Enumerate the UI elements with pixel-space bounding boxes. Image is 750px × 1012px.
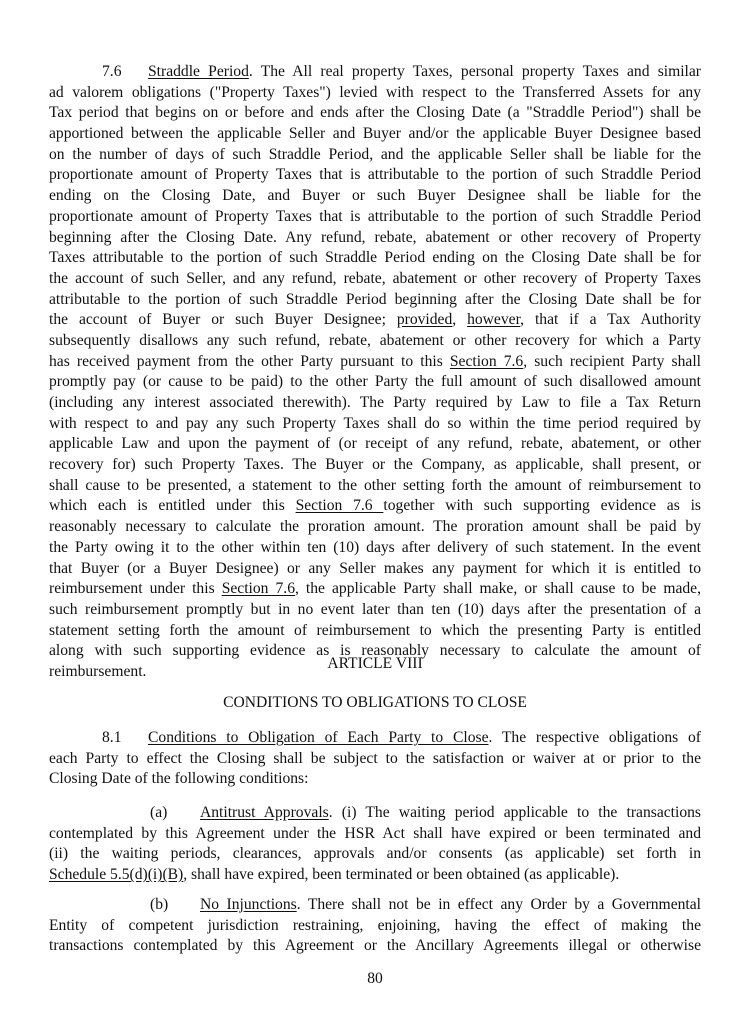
body-line: along with such supporting evidence as is reasonably necessary to calculate the amount of xyxy=(49,642,701,660)
article-number: ARTICLE VIII xyxy=(327,655,423,672)
body-line: contemplated by this Agreement under the HSR Act shall have expired or been terminated and xyxy=(49,824,701,842)
body-line: promptly pay (or cause to be paid) to the other Party the full amount of such disallowed amount xyxy=(49,373,701,391)
body-line: (including any interest associated therewith). The Party required by Law to file a Tax Return xyxy=(49,394,701,411)
section-heading: Conditions to Obligation of Each Party to Close xyxy=(148,729,489,746)
body-line: ending on the Closing Date, and Buyer or such Buyer Designee shall be liable for the xyxy=(49,187,701,205)
body-line: on the number of days of such Straddle Period, and the applicable Seller shall be liable for the xyxy=(49,145,701,163)
body-line: Tax period that begins on or before and ends after the Closing Date (a "Straddle Period") shall be xyxy=(49,104,701,122)
clause-heading: Antitrust Approvals xyxy=(200,804,329,821)
body-line: 8.1 Conditions to Obligation of Each Party to Close. The respective obligations of xyxy=(49,728,701,749)
body-line: (b) No Injunctions. There shall not be in effect any Order by a Governmental xyxy=(49,895,701,916)
body-line: proportionate amount of Property Taxes that is attributable to the portion of such Straddle Period xyxy=(49,166,701,184)
section-number: 8.1 xyxy=(102,729,122,746)
body-line: has received payment from the other Party pursuant to this Section 7.6, such recipient Party shall xyxy=(49,352,701,370)
clause-label: (a) xyxy=(150,804,168,821)
section-7-6-cross-reference[interactable]: Section 7.6 xyxy=(449,352,524,370)
clause-heading: No Injunctions xyxy=(200,896,297,913)
body-text: The All real property Taxes, personal property Taxes and similar xyxy=(260,63,701,80)
body-line: the account of Buyer or such Buyer Designee; provided, however, that if a Tax Authority xyxy=(49,311,701,329)
clause-b xyxy=(49,895,701,957)
body-line: with respect to and pay any such Property Taxes shall do so within the time period required by xyxy=(49,414,701,432)
body-line: Taxes attributable to the portion of such Straddle Period ending on the Closing Date shall be for xyxy=(49,249,701,267)
section-7-6 xyxy=(49,62,701,683)
section-8-1 xyxy=(49,728,701,790)
body-line: statement setting forth the amount of reimbursement to which the presenting Party is entitled xyxy=(49,621,701,639)
body-line: reimbursement. xyxy=(49,662,147,680)
body-line: shall cause to be presented, a statement to the other setting forth the amount of reimbursement to xyxy=(49,476,701,494)
section-7-6-cross-reference[interactable]: Section 7.6 xyxy=(221,580,295,598)
body-line: attributable to the portion of such Straddle Period beginning after the Closing Date shall be for xyxy=(49,290,701,308)
body-line: Entity of competent jurisdiction restraining, enjoining, having the effect of making the xyxy=(49,916,701,934)
body-line: reasonably necessary to calculate the proration amount. The proration amount shall be paid by xyxy=(49,518,701,536)
body-line: apportioned between the applicable Seller and Buyer and/or the applicable Buyer Designee based xyxy=(49,125,701,143)
body-line: applicable Law and upon the payment of (or receipt of any refund, rebate, abatement, or other xyxy=(49,435,701,453)
body-line: which each is entitled under this Section 7.6 together with such supporting evidence as is xyxy=(49,497,701,515)
body-line: (a) Antitrust Approvals. (i) The waiting period applicable to the transactions xyxy=(49,803,701,824)
clause-a xyxy=(49,803,701,886)
article-title: CONDITIONS TO OBLIGATIONS TO CLOSE xyxy=(223,694,527,711)
section-7-6-cross-reference[interactable]: Section 7.6 xyxy=(295,497,384,515)
section-7-6-line-1: 7.6 Straddle Period. The All real property Taxes, personal property Taxes and similar xyxy=(49,62,701,83)
body-line: the Party owing it to the other within ten (10) days after delivery of such statement. In the event xyxy=(49,538,701,556)
section-number: 7.6 xyxy=(102,63,122,80)
body-line: beginning after the Closing Date. Any refund, rebate, abatement or other recovery of Property xyxy=(49,228,701,246)
body-line: that Buyer (or a Buyer Designee) or any Seller makes any payment for which it is entitled to xyxy=(49,559,701,577)
body-line: such reimbursement promptly but in no event later than ten (10) days after the presentation of a xyxy=(49,600,701,618)
body-line: (ii) the waiting periods, clearances, approvals and/or consents (as applicable) set forth in xyxy=(49,845,701,863)
body-line: transactions contemplated by this Agreement or the Ancillary Agreements illegal or otherwise xyxy=(49,937,701,955)
body-line: recovery for) such Property Taxes. The Buyer or the Company, as applicable, shall present, or xyxy=(49,456,701,474)
schedule-cross-reference[interactable]: Schedule 5.5(d)(i)(B) xyxy=(49,866,184,884)
body-line: Schedule 5.5(d)(i)(B), shall have expired, been terminated or been obtained (as applicable). xyxy=(49,866,620,884)
body-line: Closing Date of the following conditions: xyxy=(49,770,309,788)
clause-label: (b) xyxy=(150,896,169,913)
body-line: reimbursement under this Section 7.6, the applicable Party shall make, or shall cause to be made, xyxy=(49,580,701,598)
body-line: the account of such Seller, and any refund, rebate, abatement or other recovery of Property Taxes xyxy=(49,269,701,287)
page-number: 80 xyxy=(367,970,383,987)
body-line: proportionate amount of Property Taxes that is attributable to the portion of such Straddle Period xyxy=(49,207,701,225)
body-line: each Party to effect the Closing shall be subject to the satisfaction or waiver at or prior to the xyxy=(49,749,701,767)
body-line: subsequently disallows any such refund, rebate, abatement or other recovery for which a Party xyxy=(49,331,701,349)
provided-term: provided xyxy=(396,311,453,329)
section-heading: Straddle Period xyxy=(148,63,249,80)
however-term: however xyxy=(467,311,521,329)
body-line: ad valorem obligations ("Property Taxes") levied with respect to the Transferred Assets for any xyxy=(49,83,701,101)
